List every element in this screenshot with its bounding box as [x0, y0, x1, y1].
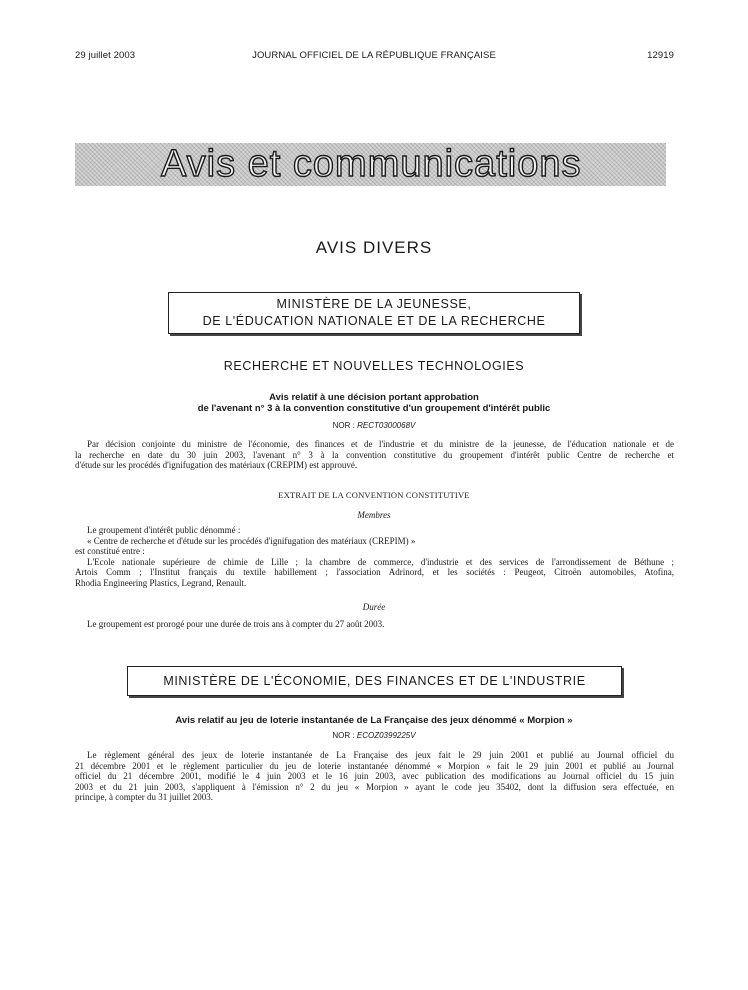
members-line-3: est constitué entre : — [75, 546, 145, 557]
members-line-2: « Centre de recherche et d'étude sur les procédés d'ignifugation des matériaux (CREPIM) » — [87, 535, 416, 546]
notice-1-title-line-1: Avis relatif à une décision portant approbation — [269, 392, 479, 403]
ministry-2-line-1: MINISTÈRE DE L'ÉCONOMIE, DES FINANCES ET DE L'INDUSTRIE — [163, 674, 586, 688]
notice-2-paragraph — [75, 750, 674, 803]
members-line-1: Le groupement d'intérêt public dénommé : — [87, 525, 241, 535]
header-date: 29 juillet 2003 — [75, 50, 136, 61]
nor-code: RECT0300068V — [357, 421, 416, 430]
members-line-4: L'Ecole nationale supérieure de chimie de Lille ; la chambre de commerce, d'industrie et des services de l'arrondissement de Béthune ; — [87, 556, 674, 567]
members-line-6: Rhodia Engineering Plastics, Legrand, Renault. — [75, 577, 247, 588]
notice-2-para-line-5: principe, à compter du 31 juillet 2003. — [75, 792, 213, 803]
duration-heading: Durée — [362, 602, 386, 612]
notice-2-para-line-2: 21 décembre 2001 et le règlement particulier du jeu de loterie instantanée dénommé « Morpion » fait le 29 juin 2001 et publié au Journal — [75, 760, 674, 771]
notice-1-para-line-3: d'étude sur les procédés d'ignifugation des matériaux (CREPIM) est approuvé. — [75, 460, 358, 471]
section-banner — [75, 143, 666, 186]
nor-label: NOR : — [332, 731, 355, 740]
notice-2-para-line-4: 2003 et du 21 juin 2003, s'appliquent à l'émission n° 2 du jeu « Morpion » ayant le code jeu 35402, dont la diffusion sera effectuée, en — [75, 781, 674, 792]
ministry-box-1 — [168, 292, 580, 334]
notice-1-para-line-1: Par décision conjointe du ministre de l'économie, des finances et de l'industrie et du ministre de la jeunesse, de l'éducation nationale et de — [87, 439, 674, 449]
ministry-box-2 — [127, 666, 622, 696]
banner-title: Avis et communications — [161, 143, 582, 185]
notice-2-para-line-1: Le règlement général des jeux de loterie instantanée de La Française des jeux fait le 29 juin 2001 et publié au Journal officiel du — [87, 750, 674, 760]
notice-1-nor — [0, 421, 748, 430]
page-number: 12919 — [647, 50, 674, 61]
extract-heading: EXTRAIT DE LA CONVENTION CONSTITUTIVE — [278, 490, 470, 500]
members-section — [75, 525, 674, 589]
members-line-5: Artois Comm ; l'Institut français du textile habillement ; l'association Adrinord, et les sociétés : Peugeot, Citroën automobiles, Atofina, — [75, 567, 674, 578]
ministry-1-line-2: DE L'ÉDUCATION NATIONALE ET DE LA RECHERCHE — [202, 314, 546, 328]
notice-1-paragraph — [75, 439, 674, 471]
journal-title: JOURNAL OFFICIEL DE LA RÉPUBLIQUE FRANÇAISE — [252, 50, 496, 61]
section-heading: AVIS DIVERS — [315, 238, 433, 257]
notice-1-title-line-2: de l'avenant n° 3 à la convention constitutive d'un groupement d'intérêt public — [197, 403, 551, 414]
ministry-1-line-1: MINISTÈRE DE LA JEUNESSE, — [276, 297, 472, 311]
duration-text: Le groupement est prorogé pour une durée de trois ans à compter du 27 août 2003. — [87, 619, 385, 629]
notice-2-title: Avis relatif au jeu de loterie instantanée de La Française des jeux dénommé « Morpion » — [175, 715, 573, 726]
notice-2-nor — [0, 731, 748, 740]
notice-2-para-line-3: officiel du 21 décembre 2001, modifié le 4 juin 2003 et le 16 juin 2003, avec publication des modifications au Journal officiel du 15 juin — [75, 771, 674, 782]
notice-1-para-line-2: la recherche en date du 30 juin 2003, l'avenant n° 3 à la convention constitutive du groupement d'intérêt public Centre de recherche et — [75, 449, 674, 460]
subsection-heading: RECHERCHE ET NOUVELLES TECHNOLOGIES — [223, 359, 525, 373]
nor-code: ECOZ0399225V — [356, 731, 416, 740]
members-heading: Membres — [357, 510, 391, 520]
nor-label: NOR : — [332, 421, 355, 430]
